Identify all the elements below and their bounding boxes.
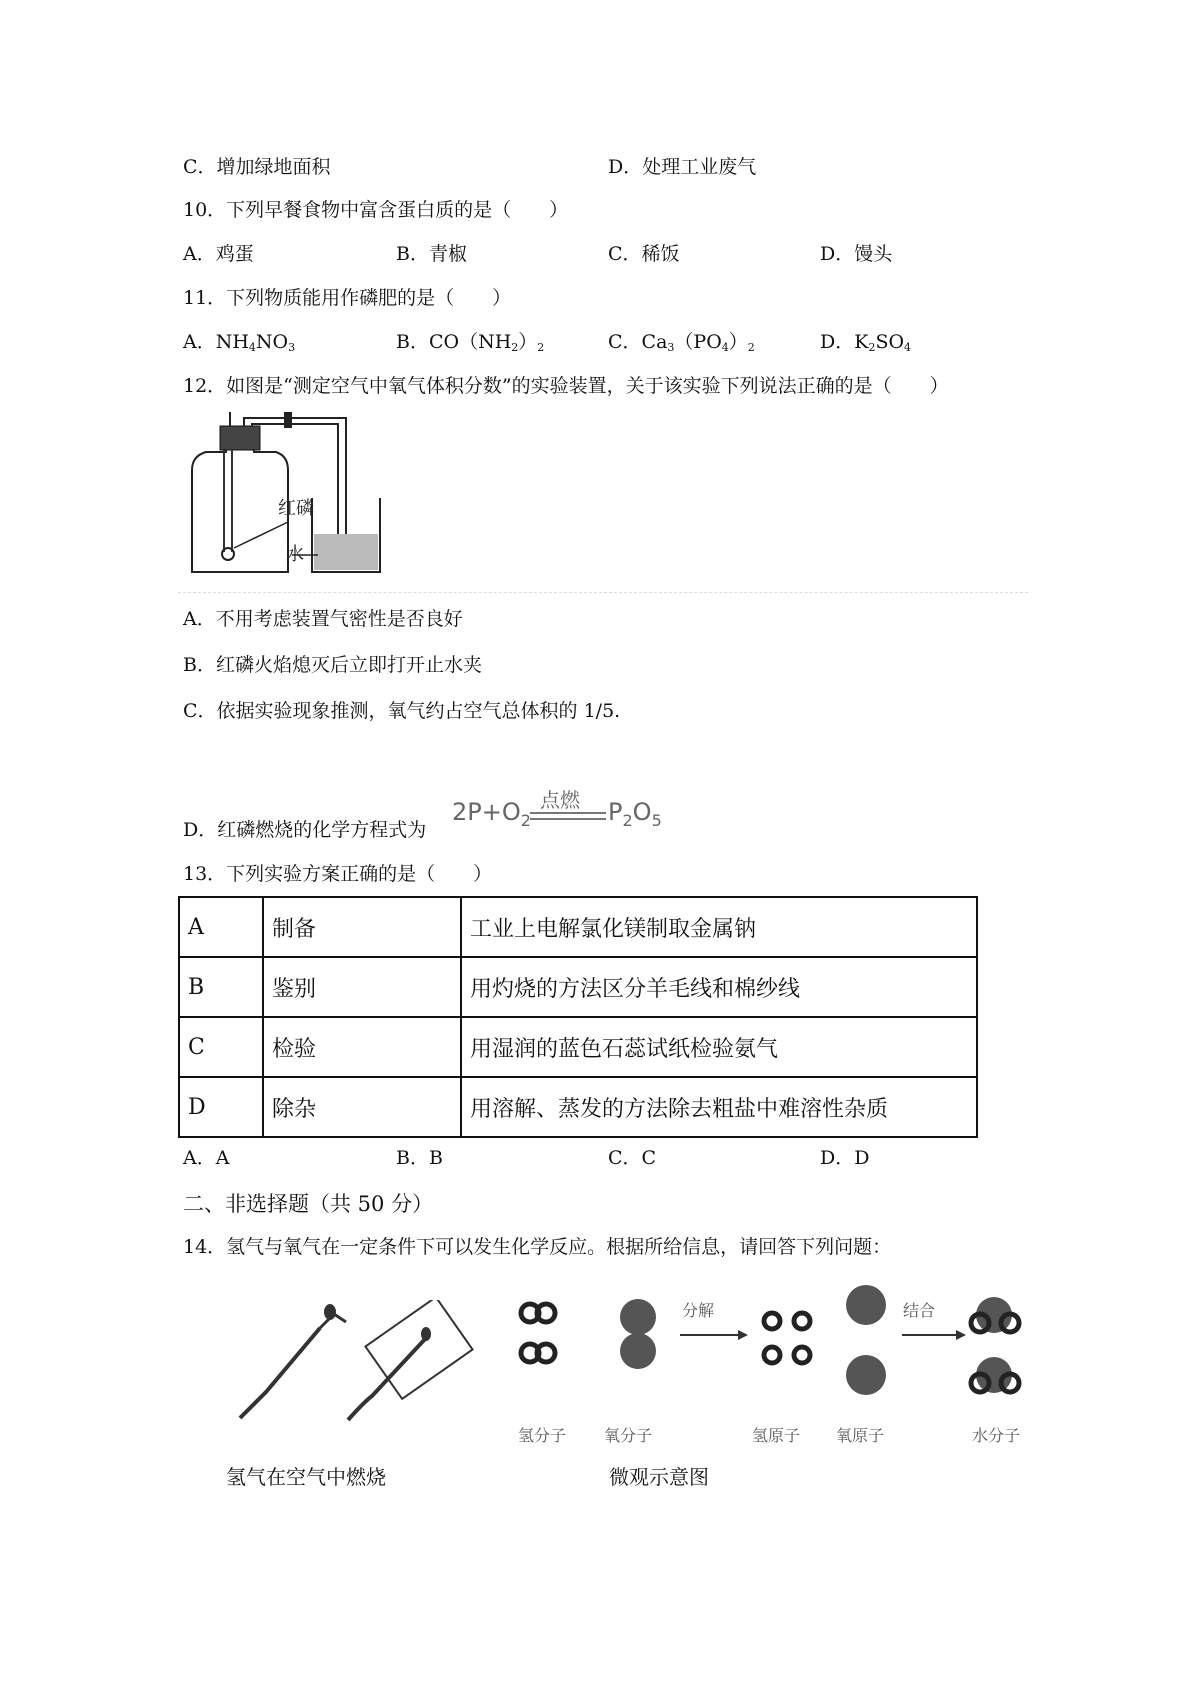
table-cell: 用灼烧的方法区分羊毛线和棉纱线 xyxy=(461,957,977,1017)
q13-option-a: A．A xyxy=(183,1147,230,1169)
q13-option-d: D．D xyxy=(820,1147,870,1169)
table-cell: 检验 xyxy=(263,1017,461,1077)
q10-option-c: C．稀饭 xyxy=(608,243,680,265)
q11-stem: 11．下列物质能用作磷肥的是（ ） xyxy=(183,287,512,309)
hydrogen-burning-figure xyxy=(230,1300,480,1430)
section-title: 二、非选择题（共 50 分） xyxy=(183,1192,434,1216)
q12-stem: 12．如图是“测定空气中氧气体积分数”的实验装置，关于该实验下列说法正确的是（ ） xyxy=(183,375,949,397)
label-water-molecule: 水分子 xyxy=(972,1426,1021,1445)
table-cell: D xyxy=(179,1077,263,1137)
equation-left: $2P+O_2$ xyxy=(452,798,531,830)
arrow-split-label: 分解 xyxy=(682,1301,715,1320)
table-cell: A xyxy=(179,897,263,957)
oxygen-apparatus-figure xyxy=(180,412,430,577)
table-cell: B xyxy=(179,957,263,1017)
table-row xyxy=(179,1017,977,1077)
table-cell: 除杂 xyxy=(263,1077,461,1137)
q11-option-d: D．$K_2SO_4$ xyxy=(820,331,912,354)
q11-option-c: C．$Ca_3(PO_4)_2$ xyxy=(608,331,755,354)
q11-option-a: A．$NH_4NO_3$ xyxy=(183,331,296,354)
q14-stem: 14．氢气与氧气在一定条件下可以发生化学反应。根据所给信息，请回答下列问题： xyxy=(183,1236,892,1258)
table-cell: 用溶解、蒸发的方法除去粗盐中难溶性杂质 xyxy=(461,1077,977,1137)
table-cell: 工业上电解氯化镁制取金属钠 xyxy=(461,897,977,957)
q13-stem: 13．下列实验方案正确的是（ ） xyxy=(183,863,493,885)
table-cell: 鉴别 xyxy=(263,957,461,1017)
arrow-combine-label: 结合 xyxy=(903,1301,936,1320)
caption-hydrogen-burning: 氢气在空气中燃烧 xyxy=(226,1465,386,1489)
q12-option-a: A．不用考虑装置气密性是否良好 xyxy=(183,608,463,630)
q9-option-d: D．处理工业废气 xyxy=(608,156,757,178)
q13-option-c: C．C xyxy=(608,1147,657,1169)
equation-condition: 点燃 xyxy=(540,788,580,812)
equation-double-line xyxy=(530,812,606,820)
q13-option-b: B．B xyxy=(396,1147,443,1169)
label-red-phosphorus: 红磷 xyxy=(278,498,314,519)
q12-option-b: B．红磷火焰熄灭后立即打开止水夹 xyxy=(183,654,482,676)
table-row xyxy=(179,897,977,957)
table-cell: 用湿润的蓝色石蕊试纸检验氨气 xyxy=(461,1017,977,1077)
equation-right: $P_2O_5$ xyxy=(608,798,662,830)
q13-table xyxy=(178,896,978,1138)
q9-option-c: C．增加绿地面积 xyxy=(183,156,331,178)
label-water: 水 xyxy=(286,544,304,565)
caption-micro-diagram: 微观示意图 xyxy=(609,1465,709,1489)
q12-option-d: D．红磷燃烧的化学方程式为 xyxy=(183,819,427,841)
q10-option-b: B．青椒 xyxy=(396,243,467,265)
label-oxygen-molecule: 氧分子 xyxy=(604,1426,653,1445)
label-hydrogen-atom: 氢原子 xyxy=(752,1426,801,1445)
q10-option-a: A．鸡蛋 xyxy=(183,243,254,265)
label-hydrogen-molecule: 氢分子 xyxy=(518,1426,567,1445)
table-cell: 制备 xyxy=(263,897,461,957)
q11-option-b: B．$CO(NH_2)_2$ xyxy=(396,331,545,354)
q10-option-d: D．馒头 xyxy=(820,243,893,265)
table-row xyxy=(179,1077,977,1137)
q12-option-c: C．依据实验现象推测，氧气约占空气总体积的 1/5. xyxy=(183,700,621,722)
label-oxygen-atom: 氧原子 xyxy=(836,1426,885,1445)
divider xyxy=(178,592,1028,593)
table-row xyxy=(179,957,977,1017)
q10-stem: 10．下列早餐食物中富含蛋白质的是（ ） xyxy=(183,199,569,221)
table-cell: C xyxy=(179,1017,263,1077)
